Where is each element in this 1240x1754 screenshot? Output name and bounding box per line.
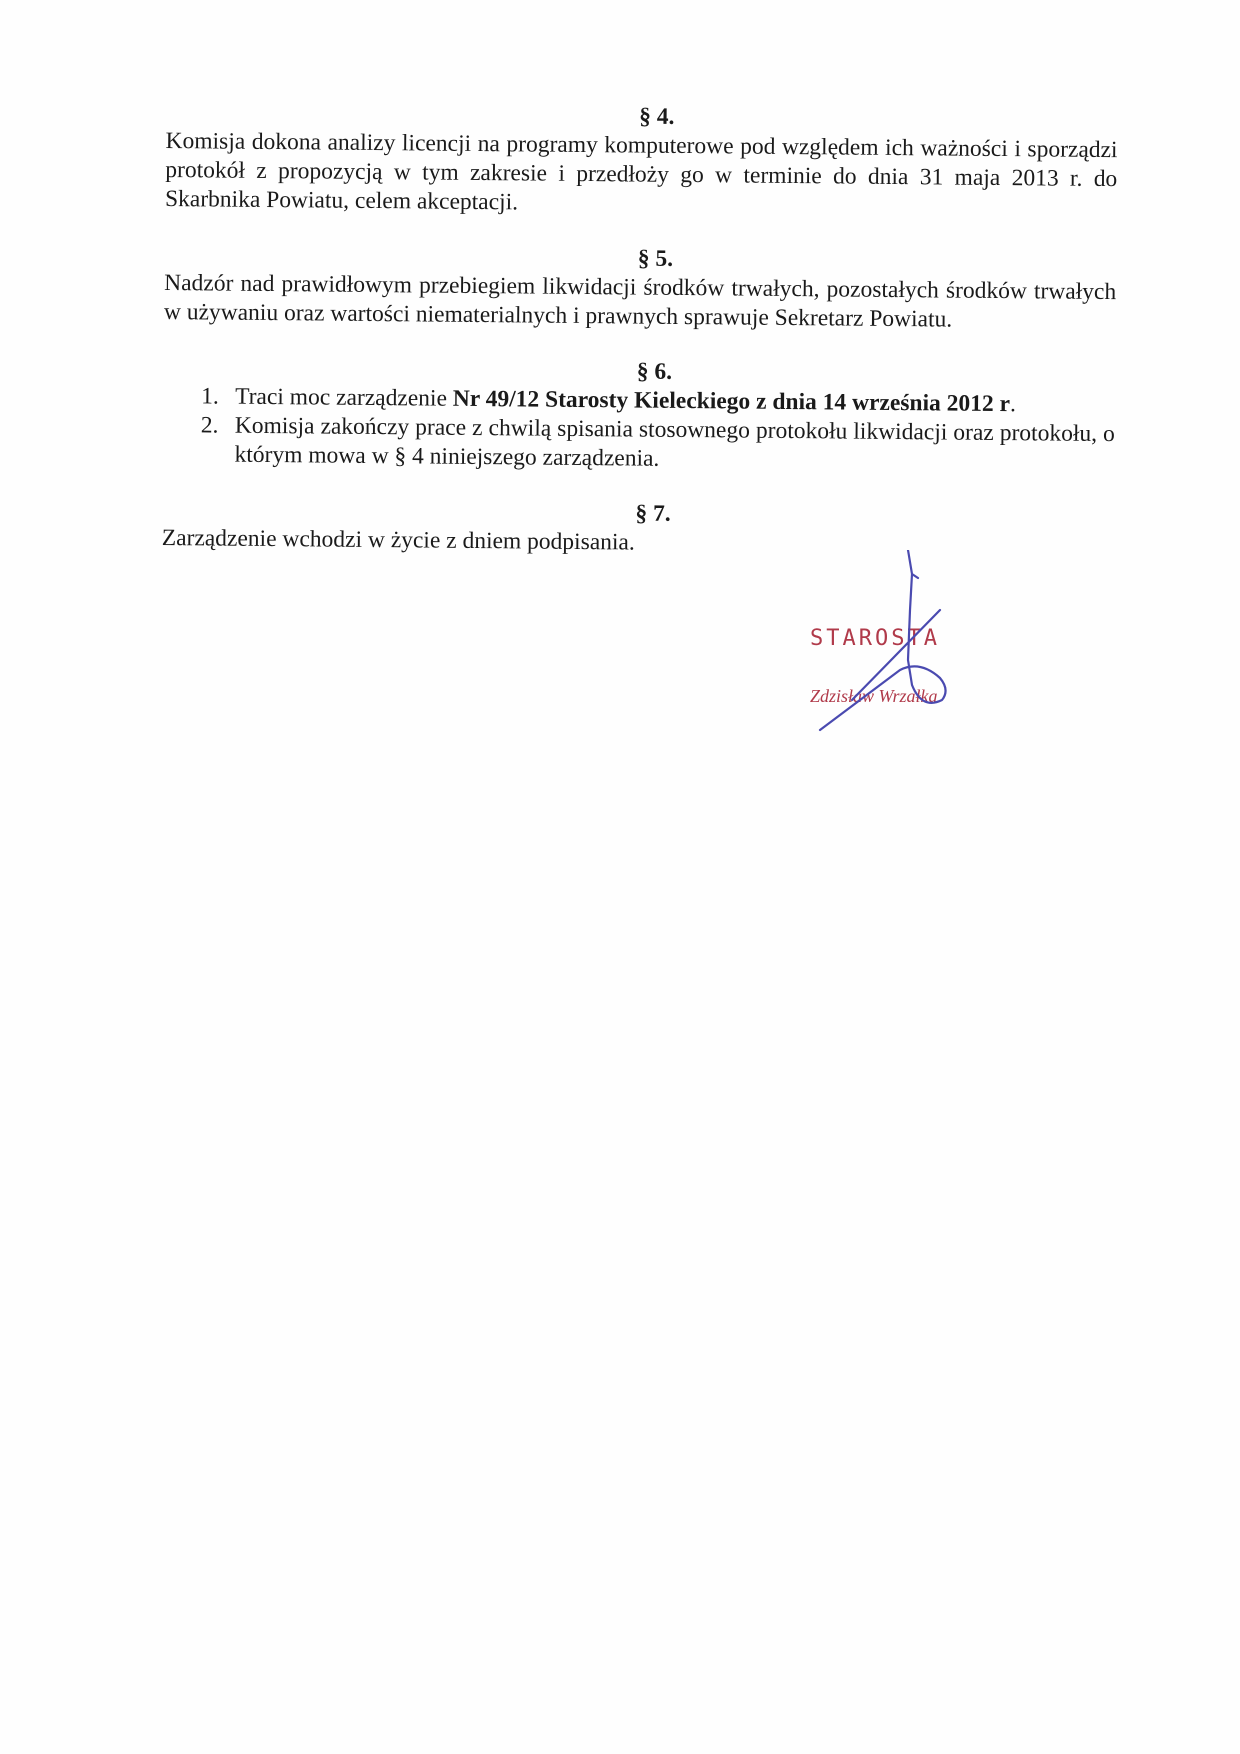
section-7-heading: § 7. [635, 500, 671, 527]
stamp-title: STAROSTA [810, 626, 940, 651]
section-4-text: Komisja dokona analizy licencji na programy komputerowe pod względem ich ważności i sporządzi protokół z propozycją w tym zakresie i przedłoży go w terminie do dnia 31 maja 2013 r. do Skarbnika Powiatu, celem akceptacji. [164, 127, 1118, 216]
list-item-text: Komisja zakończy prace z chwilą spisania stosownego protokołu likwidacji oraz protokołu, o którym mowa w § 4 niniejszego zarządzenia. [234, 412, 1115, 472]
list-item-suffix: . [1009, 391, 1017, 418]
section-6 [162, 353, 1115, 478]
list-item-bold-reference: Nr 49/12 Starosty Kieleckiego z dnia 14 września 2012 r [452, 385, 1011, 418]
list-item-prefix: Traci moc zarządzenie [235, 383, 453, 412]
section-5-heading: § 5. [637, 245, 674, 272]
section-6-list [162, 382, 1115, 478]
section-5 [164, 240, 1117, 336]
document-body [161, 98, 1118, 588]
list-item-number: 2. [200, 412, 219, 439]
section-7-text: Zarządzenie wchodzi w życie z dniem podpisania. [161, 524, 635, 556]
section-4 [165, 98, 1118, 223]
section-4-heading: § 4. [639, 103, 675, 130]
list-item [162, 411, 1115, 478]
section-5-text: Nadzór nad prawidłowym przebiegiem likwidacji środków trwałych, pozostałych środków trwałych w używaniu oraz wartości niematerialnych i prawnych sprawuje Sekretarz Powiatu. [163, 269, 1117, 333]
handwritten-signature [790, 550, 1010, 740]
list-item-number: 1. [201, 383, 219, 410]
section-6-heading: § 6. [636, 358, 673, 385]
stamp-name: Zdzisław Wrzałka [810, 686, 938, 706]
